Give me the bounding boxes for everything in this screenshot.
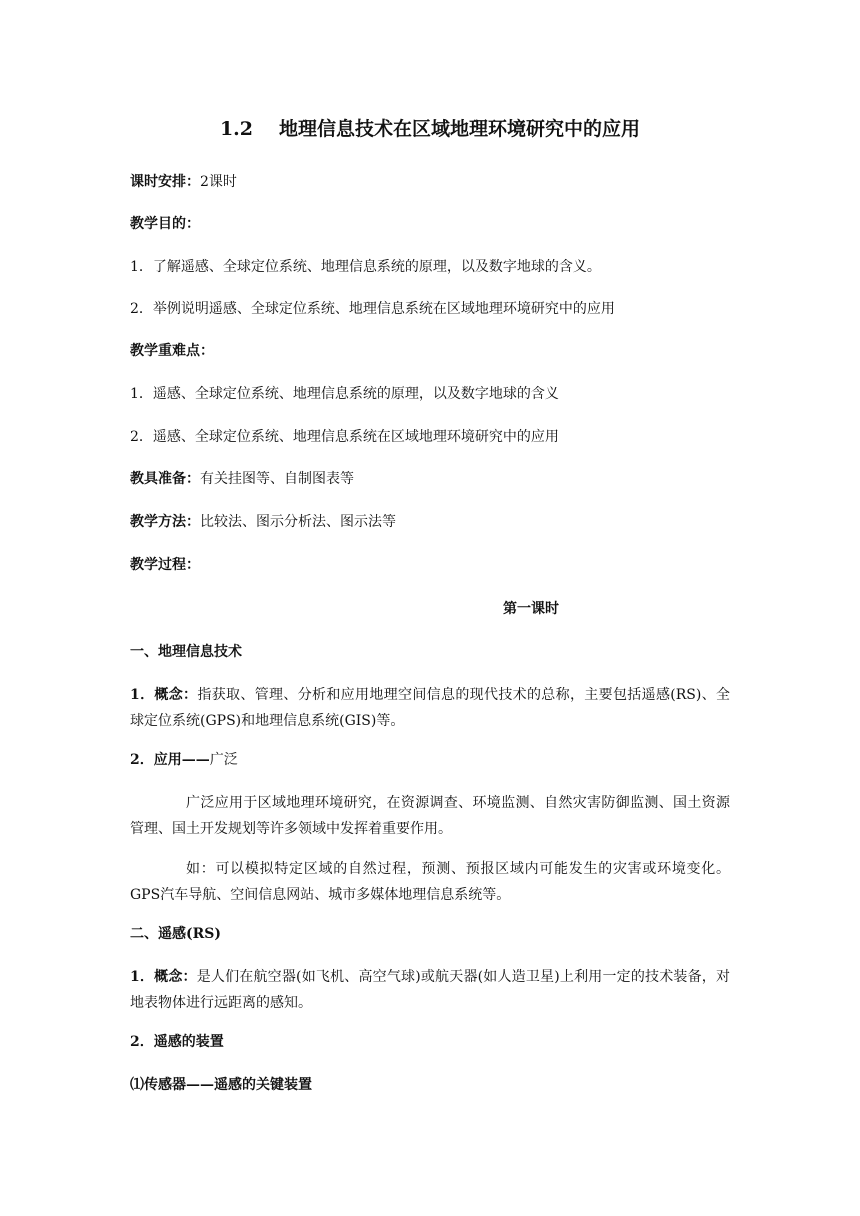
title-number: 1.2 — [219, 118, 254, 140]
section-heading: 二、遥感(RS) — [130, 926, 221, 942]
key-point-item: 1．遥感、全球定位系统、地理信息系统的原理，以及数字地球的含义 — [130, 386, 559, 402]
key-point-item: 2．遥感、全球定位系统、地理信息系统在区域地理环境研究中的应用 — [130, 429, 559, 445]
schedule-label: 课时安排： — [130, 174, 200, 190]
materials-value: 有关挂图等、自制图表等 — [200, 471, 354, 487]
concept-paragraph — [130, 964, 730, 1016]
application-value: 广泛 — [209, 752, 238, 768]
application-paragraph: 广泛应用于区域地理环境研究，在资源调查、环境监测、自然灾害防御监测、国土资源管理、国土开发规划等许多领域中发挥着重要作用。 — [130, 795, 730, 837]
concept-label: 1．概念： — [130, 687, 198, 703]
materials-label: 教具准备： — [130, 471, 200, 487]
process-heading: 教学过程： — [130, 557, 200, 573]
methods-label: 教学方法： — [130, 514, 200, 530]
application-line — [130, 748, 238, 772]
subsection-heading: 2．遥感的装置 — [130, 1034, 224, 1050]
objective-item: 1．了解遥感、全球定位系统、地理信息系统的原理，以及数字地球的含义。 — [130, 259, 601, 275]
schedule-line — [130, 170, 237, 194]
objective-item: 2．举例说明遥感、全球定位系统、地理信息系统在区域地理环境研究中的应用 — [130, 301, 615, 317]
concept-paragraph — [130, 682, 730, 734]
page-title — [0, 114, 860, 144]
materials-line — [130, 467, 354, 491]
methods-line — [130, 510, 396, 534]
section-heading: 一、地理信息技术 — [130, 644, 242, 660]
concept-text: 指获取、管理、分析和应用地理空间信息的现代技术的总称，主要包括遥感(RS)、全球定位系统(GPS)和地理信息系统(GIS)等。 — [130, 687, 730, 729]
concept-label: 1．概念： — [130, 969, 197, 985]
application-label: 2．应用—— — [130, 752, 210, 768]
example-paragraph: 如：可以模拟特定区域的自然过程，预测、预报区域内可能发生的灾害或环境变化。GPS汽车导航、空间信息网站、城市多媒体地理信息系统等。 — [130, 861, 730, 903]
objectives-heading: 教学目的： — [130, 216, 200, 232]
lesson-heading: 第一课时 — [503, 601, 559, 617]
subsection-heading: ⑴传感器——遥感的关键装置 — [130, 1077, 312, 1093]
title-text: 地理信息技术在区域地理环境研究中的应用 — [279, 118, 641, 140]
schedule-value: 2课时 — [200, 174, 237, 190]
key-points-heading: 教学重难点： — [130, 343, 214, 359]
methods-value: 比较法、图示分析法、图示法等 — [200, 514, 396, 530]
concept-text: 是人们在航空器(如飞机、高空气球)或航天器(如人造卫星)上利用一定的技术装备，对地表物体进行远距离的感知。 — [130, 969, 730, 1011]
